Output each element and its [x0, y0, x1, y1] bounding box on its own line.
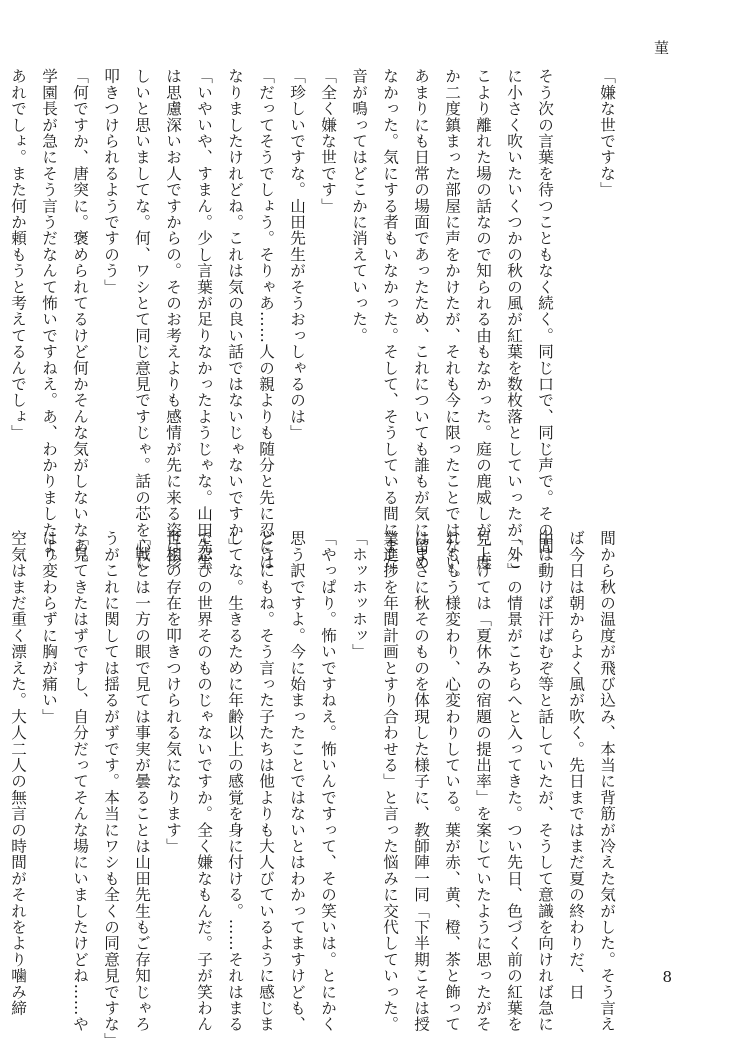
- text-line: 世相の存在を叩きつけられる気になります」: [164, 530, 182, 854]
- lower-text-block: [9, 530, 622, 1048]
- text-line: は思慮深いお人ですからの。そのお考えよりも感情が先に来る姿は珍: [164, 68, 182, 571]
- text-line: 見上げては「夏休みの宿題の提出率」を案じていたように思ったがそ: [474, 530, 492, 1033]
- text-line: 学園長が急にそう言うだなんて怖いですねえ。あ、わかりましたよ。: [40, 68, 58, 571]
- text-line: で忍びの世界そのものじゃないですか。全く嫌なもんだ。子が笑わん: [195, 530, 213, 1033]
- text-line: 「外」の情景がこちらへと入ってきた。つい先日、色づく前の紅葉を: [505, 530, 523, 1033]
- text-line: 空気はまだ重く漂えた。大人二人の無言の時間がそれをより噛み締: [9, 530, 27, 1016]
- text-line: 思う訳ですよ。今に始まったことではないとはわかってますけども、: [288, 530, 306, 1033]
- text-line: 「だってそうでしょう。そりゃあ……人の親よりも随分と先に忍には: [257, 68, 275, 571]
- text-line: 「嫌な世ですな」: [598, 68, 616, 198]
- text-line: 音が鳴ってはどこかに消えていった。: [350, 68, 368, 344]
- upper-text-block: [9, 68, 622, 587]
- text-line: れももう様変わり、心変わりしている。葉が赤、黄、橙、茶と飾って: [443, 530, 461, 1033]
- text-line: しいと思いましてな。何、ワシとて同じ意見ですじゃ。話の芯を心に: [133, 68, 151, 571]
- text-line: 間から秋の温度が飛び込み、本当に背筋が冷えた気がした。そう言え: [598, 530, 616, 1033]
- text-line: あれでしょ。また何か頼もうと考えてるんでしょ」: [9, 68, 27, 441]
- text-line: 「戦とは一方の眼で見ては事実が曇ることは山田先生もご存知じゃろ: [133, 530, 151, 1033]
- text-line: 叩きつけられるようですのう」: [102, 68, 120, 295]
- text-line: なりましたけれどね。これは気の良い話ではないじゃないですか」: [226, 68, 244, 554]
- text-line: [0, 530, 2, 950]
- text-line: 「ホッホッホッ」: [350, 530, 368, 660]
- text-line: うがこれに関しては揺るがずです。本当にワシも全くの同意見ですな」: [102, 530, 120, 1048]
- text-line: [560, 68, 591, 498]
- text-line: に小さく吹いたいくつかの秋の風が紅葉を数枚落としていったが、こ: [505, 68, 523, 571]
- running-header: 菫: [652, 40, 670, 55]
- text-line: はまさに秋そのものを体現した様子に、教師陣一同「下半期こそは授: [412, 530, 430, 1033]
- text-line: 業進捗を年間計画とすり合わせる」と言った悩みに交代していった。: [381, 530, 399, 1033]
- text-line: あまりにも日常の場面であったため、これについても誰もが気に留め: [412, 68, 430, 571]
- text-line: 「珍しいですな。山田先生がそうおっしゃるのは」: [288, 68, 306, 441]
- text-line: 「いやいや、すまん。少し言葉が足りなかったようじゃな。山田先生: [195, 68, 213, 571]
- text-line: ば今日は朝からよく風が吹く。先日まではまだ夏の終わりだ、日: [567, 530, 585, 1000]
- text-line: なかった。気にする者もいなかった。そして、そうしている間にまた: [381, 68, 399, 571]
- page-number: 8: [662, 968, 672, 986]
- text-line: してな。生きるために年齢以上の感覚を身に付ける。……それはまる: [226, 530, 244, 1033]
- text-line: 「やっぱり。怖いですねえ。怖いんですって、その笑いは。とにかく: [319, 530, 337, 1033]
- text-line: はり変わらずに胸が痛い」: [40, 530, 58, 725]
- text-line: どうにもね。そう言った子たちは他よりも大人びているように感じま: [257, 530, 275, 1033]
- text-line: [0, 68, 2, 498]
- text-line: こより離れた場の話なので知られる由もなかった。庭の鹿威しが一度: [474, 68, 492, 571]
- text-line: 「見てきたはずですし、自分だってそんな場にいましたけどね……や: [71, 530, 89, 1033]
- text-line: 中は動けば汗ばむぞ等と話していたが、そうして意識を向ければ急に: [536, 530, 554, 1033]
- text-line: 「何ですか、唐突に。褒められてるけど何かそんな気がしないなあ。: [71, 68, 89, 571]
- text-line: か二度鎮まった部屋に声をかけたが、それも今に限ったことではない。: [443, 68, 461, 587]
- text-line: 「全く嫌な世です」: [319, 68, 337, 214]
- text-line: そう次の言葉を待つこともなく続く。同じ口で、同じ声で。その間: [536, 68, 554, 554]
